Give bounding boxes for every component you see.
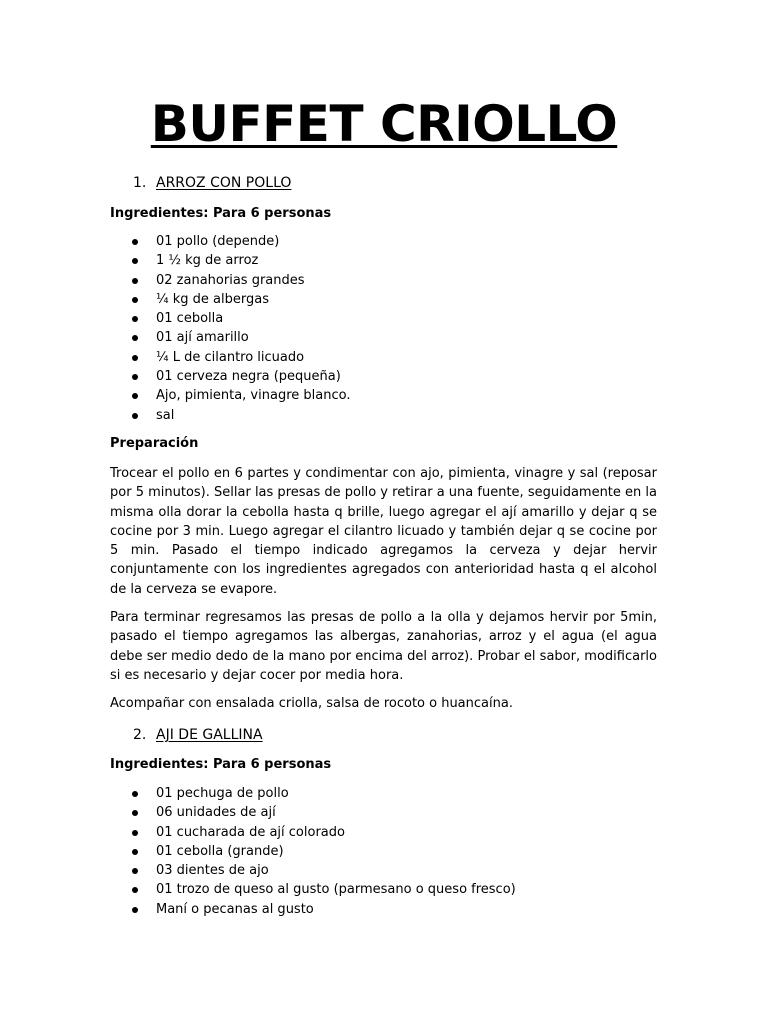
list-item: ¼ L de cilantro licuado — [110, 348, 350, 367]
section-2-ingredients-label: Ingredientes: Para 6 personas — [110, 757, 332, 772]
section-1-title: ARROZ CON POLLO — [156, 175, 292, 191]
section-1-paragraph-2: Para terminar regresamos las presas de pollo a la olla y dejamos hervir por 5min, pasado el tiempo agregamos las albergas, zanahorias, arroz y el agua (el agua debe ser medio dedo de la mano por encima del arroz). Probar el sabor, modificarlo si es necesario y dejar cocer por media hora. — [110, 610, 657, 683]
section-2-number: 2. — [133, 727, 147, 743]
list-item: 01 pechuga de pollo — [110, 784, 516, 803]
list-item: sal — [110, 406, 350, 425]
list-item: 01 cerveza negra (pequeña) — [110, 367, 350, 386]
list-item: 01 ají amarillo — [110, 328, 350, 347]
list-item: 02 zanahorias grandes — [110, 271, 350, 290]
list-item: Maní o pecanas al gusto — [110, 900, 516, 919]
section-1-paragraph-1: Trocear el pollo en 6 partes y condimentar con ajo, pimienta, vinagre y sal (reposar por 5 minutos). Sellar las presas de pollo y retirar a una fuente, seguidamente en la misma olla dorar la cebolla hasta q brille, luego agregar el ají amarillo y dejar q se cocine por 3 min. Luego agregar el cilantro licuado y también dejar q se cocine por 5 min. Pasado el tiempo indicado agregamos la cerveza y dejar hervir conjuntamente con los ingredientes agregados con anterioridad hasta q el alcohol de la cerveza se evapore. — [110, 466, 657, 597]
list-item: 01 trozo de queso al gusto (parmesano o queso fresco) — [110, 880, 516, 899]
list-item: 01 cebolla — [110, 309, 350, 328]
section-1-number: 1. — [133, 175, 147, 191]
list-item: 01 cebolla (grande) — [110, 842, 516, 861]
section-2-title: AJI DE GALLINA — [156, 727, 263, 743]
section-1-heading — [133, 174, 291, 192]
list-item: ¼ kg de albergas — [110, 290, 350, 309]
section-1-ingredients-label: Ingredientes: Para 6 personas — [110, 206, 332, 221]
list-item: 01 cucharada de ají colorado — [110, 823, 516, 842]
list-item: 03 dientes de ajo — [110, 861, 516, 880]
section-2-ingredients-list — [110, 784, 516, 919]
list-item: 06 unidades de ají — [110, 803, 516, 822]
list-item: 01 pollo (depende) — [110, 232, 350, 251]
list-item: Ajo, pimienta, vinagre blanco. — [110, 386, 350, 405]
section-2-heading — [133, 726, 263, 744]
list-item: 1 ½ kg de arroz — [110, 251, 350, 270]
section-1-preparation-label: Preparación — [110, 436, 199, 451]
section-1-paragraph-3: Acompañar con ensalada criolla, salsa de rocoto o huancaína. — [110, 696, 513, 711]
section-1-ingredients-list — [110, 232, 350, 425]
document-title: BUFFET CRIOLLO — [150, 95, 618, 153]
